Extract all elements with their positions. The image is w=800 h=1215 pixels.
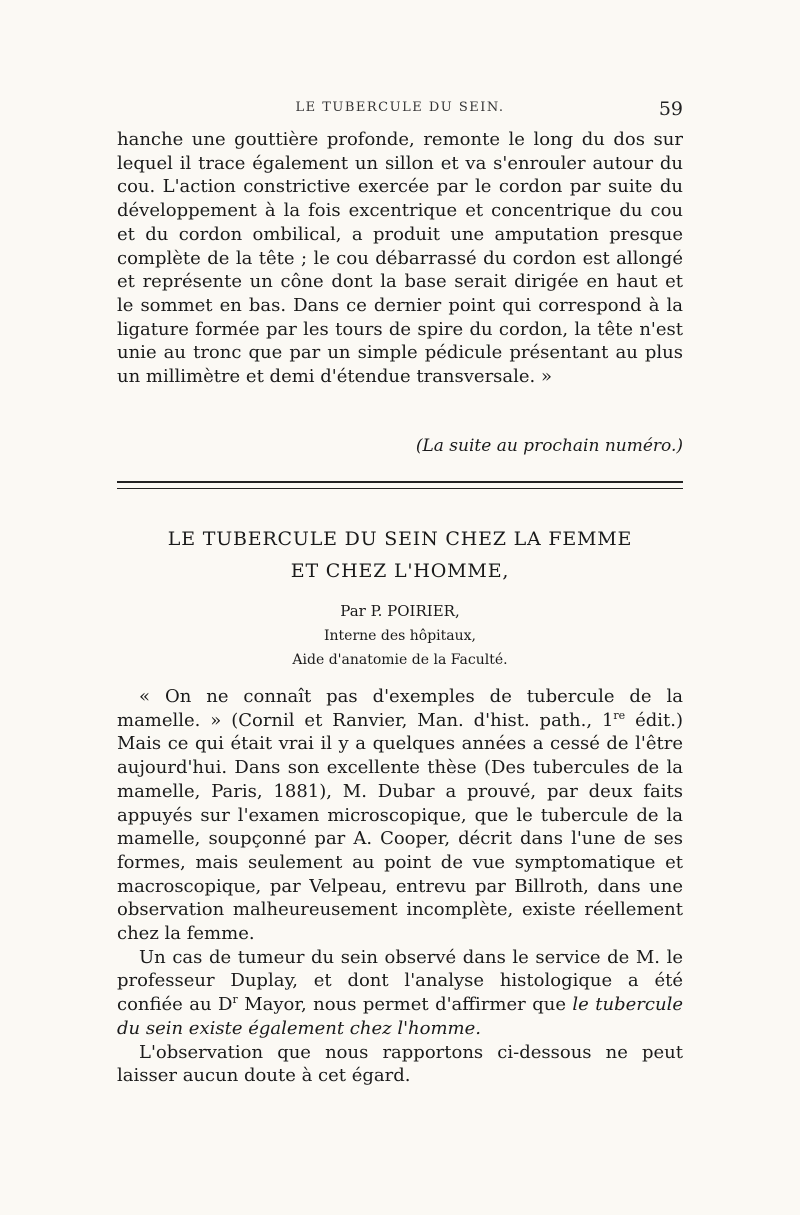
continued-paragraph: hanche une gouttière profonde, remonte le long du dos sur lequel il trace également un sillon et va s'enrouler autour du cou. L'action constrictive exercée par le cordon par suite du développement à la fois excentrique et concentrique du cou et du cordon ombilical, a produit une amputation presque complète de la tête ; le cou débarrassé du cordon est allongé et représente un cône dont la base serait dirigée en haut et le sommet en bas. Dans ce dernier point qui correspond à la ligature formée par les tours de spire du cordon, la tête n'est unie au tronc que par un simple pédicule présentant au plus un millimètre et demi d'étendue transversale. »	[117, 129, 683, 388]
author-line: Par P. POIRIER,	[340, 602, 460, 620]
paragraph-2	[117, 946, 683, 1041]
paragraph-1-text-a: « On ne connaît pas d'exemples de tubercule de la mamelle. » (Cornil et Ranvier, Man. d'hist. path., 1	[117, 686, 683, 731]
author-role-2: Aide d'anatomie de la Faculté.	[292, 652, 508, 668]
paragraph-1-superscript: re	[613, 708, 626, 722]
paragraph-2-italic: le tubercule du sein existe également chez l'homme.	[117, 994, 683, 1039]
article-body	[117, 685, 683, 1088]
paragraph-3: L'observation que nous rapportons ci-dessous ne peut laisser aucun doute à cet égard.	[117, 1041, 683, 1087]
paragraph-2-text-a: Un cas de tumeur du sein observé dans le service de M. le professeur Duplay, et dont l'analyse histologique a été confiée au D	[117, 946, 683, 1016]
running-head	[117, 98, 683, 122]
running-title: LE TUBERCULE DU SEIN.	[295, 100, 505, 115]
paragraph-2-superscript: r	[232, 993, 238, 1007]
section-divider-thick	[117, 481, 683, 483]
paragraph-2-text-b: Mayor, nous permet d'affirmer que	[237, 994, 573, 1016]
paragraph-1-text-b: édit.) Mais ce qui était vrai il y a quelques années a cessé de l'être aujourd'hui. Dans son excellente thèse (Des tubercules de la mamelle, Paris, 1881), M. Dubar a prouvé, par deux faits appuyés sur l'examen microscopique, que le tubercule de la mamelle, soupçonné par A. Cooper, décrit dans l'une de ses formes, mais seulement au point de vue symptomatique et macroscopique, par Velpeau, entrevu par Billroth, dans une observation malheureusement incomplète, existe réellement chez la femme.	[117, 709, 683, 945]
author-role-1: Interne des hôpitaux,	[323, 628, 476, 644]
continued-text-block	[117, 128, 683, 389]
to-be-continued-note: (La suite au prochain numéro.)	[415, 436, 683, 456]
article-title-line2: ET CHEZ L'HOMME,	[290, 560, 510, 582]
paragraph-1	[117, 685, 683, 946]
page-number: 59	[658, 98, 683, 120]
section-divider-thin	[117, 488, 683, 489]
article-title-line1: LE TUBERCULE DU SEIN CHEZ LA FEMME	[167, 528, 633, 550]
